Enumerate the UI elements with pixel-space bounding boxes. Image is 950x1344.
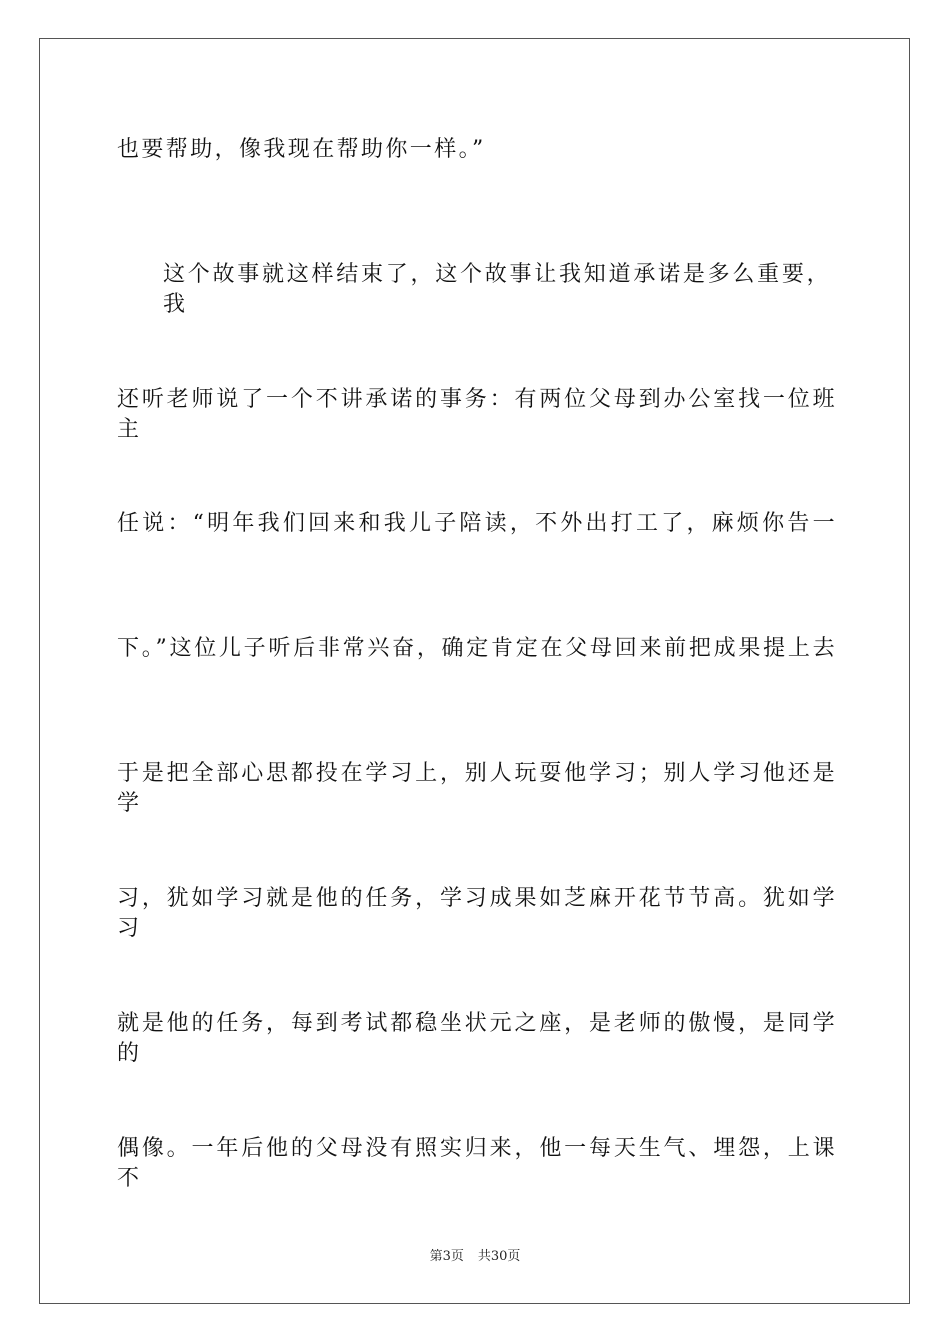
page-footer xyxy=(0,1248,950,1266)
text-line-4: 任说：“明年我们回来和我儿子陪读，不外出打工了，麻烦你告一 xyxy=(117,511,837,536)
text-line-8: 就是他的任务，每到考试都稳坐状元之座，是老师的傲慢，是同学的 xyxy=(117,1011,837,1066)
total-pages: 共30页 xyxy=(477,1249,521,1264)
text-line-1: 也要帮助，像我现在帮助你一样。” xyxy=(117,137,486,162)
page-border xyxy=(39,38,910,1304)
text-line-9: 偶像。一年后他的父母没有照实归来，他一每天生气、埋怨，上课不 xyxy=(117,1136,837,1191)
text-line-7: 习，犹如学习就是他的任务，学习成果如芝麻开花节节高。犹如学习 xyxy=(117,886,837,941)
text-line-6: 于是把全部心思都投在学习上，别人玩耍他学习；别人学习他还是学 xyxy=(117,761,837,816)
page-number: 第3页 xyxy=(429,1249,464,1264)
text-line-5: 下。”这位儿子听后非常兴奋，确定肯定在父母回来前把成果提上去 xyxy=(117,636,837,661)
text-line-3: 还听老师说了一个不讲承诺的事务：有两位父母到办公室找一位班主 xyxy=(117,387,837,442)
text-line-2: 这个故事就这样结束了，这个故事让我知道承诺是多么重要，我 xyxy=(163,262,831,317)
